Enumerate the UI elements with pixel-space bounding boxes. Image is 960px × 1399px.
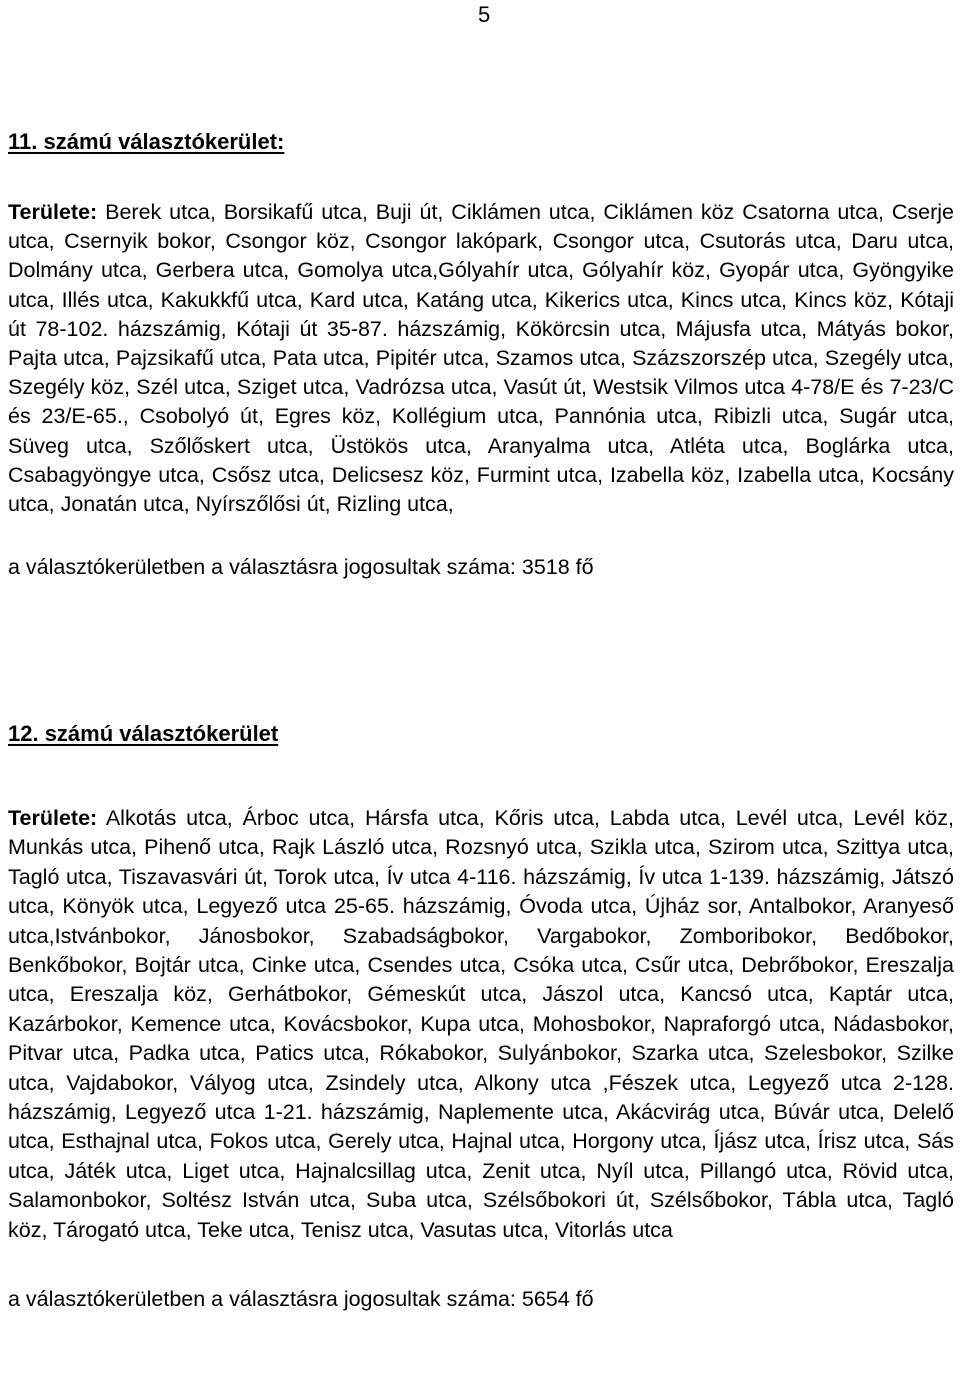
area-street-list: Berek utca, Borsikafű utca, Buji út, Ciklámen utca, Ciklámen köz Csatorna utca, Cserje utca, Csernyik bokor, Csongor köz, Csongor lakópark, Csongor utca, Csutorás utca, Daru utca, Dolmány utca, Gerbera utca, Gomolya utca,Gólyahír utca, Gólyahír köz, Gyopár utca, Gyöngyike utca, Illés utca, Kakukkfű utca, Kard utca, Katáng utca, Kikerics utca, Kincs utca, Kincs köz, Kótaji út 78-102. házszámig, Kótaji út 35-87. házszámig, Kökörcsin utca, Májusfa utca, Mátyás bokor, Pajta utca, Pajzsikafű utca, Pata utca, Pipitér utca, Szamos utca, Százszorszép utca, Szegély utca, Szegély köz, Szél utca, Sziget utca, Vadrózsa utca, Vasút út, Westsik Vilmos utca 4-78/E és 7-23/C és 23/E-65., Csobolyó út, Egres köz, Kollégium utca, Pannónia utca, Ribizli utca, Sugár utca, Süveg utca, Szőlőskert utca, Üstökös utca, Aranyalma utca, Atléta utca, Boglárka utca, Csabagyöngye utca, Csősz utca, Delicsesz köz, Furmint utca, Izabella köz, Izabella utca, Kocsány utca, Jonatán utca, Nyírszőlősi út, Rizling utca, (8, 200, 954, 517)
district-area-paragraph (8, 804, 954, 1245)
district-heading: 12. számú választókerület (8, 721, 279, 746)
district-heading: 11. számú választókerület: (8, 129, 285, 154)
voter-count-line: a választókerületben a választásra jogosultak száma: 3518 fő (8, 555, 594, 580)
district-11-section (8, 128, 954, 603)
voter-count-line: a választókerületben a választásra jogosultak száma: 5654 fő (8, 1287, 594, 1312)
district-12-section (8, 720, 954, 1335)
area-street-list: Alkotás utca, Árboc utca, Hársfa utca, Kőris utca, Labda utca, Levél utca, Levél köz, Munkás utca, Pihenő utca, Rajk László utca, Rozsnyó utca, Szikla utca, Szirom utca, Szittya utca, Tagló utca, Tiszavasvári út, Torok utca, Ív utca 4-116. házszámig, Ív utca 1-139. házszámig, Játszó utca, Könyök utca, Legyező utca 25-65. házszámig, Óvoda utca, Újház sor, Antalbokor, Aranyeső utca,Istvánbokor, Jánosbokor, Szabadságbokor, Vargabokor, Zomboribokor, Bedőbokor, Benkőbokor, Bojtár utca, Cinke utca, Csendes utca, Csóka utca, Csűr utca, Debrőbokor, Ereszalja utca, Ereszalja köz, Gerhátbokor, Gémeskút utca, Jászol utca, Kancsó utca, Kaptár utca, Kazárbokor, Kemence utca, Kovácsbokor, Kupa utca, Mohosbokor, Napraforgó utca, Nádasbokor, Pitvar utca, Padka utca, Patics utca, Rókabokor, Sulyánbokor, Szarka utca, Szelesbokor, Szilke utca, Vajdabokor, Vályog utca, Zsindely utca, Alkony utca ,Fészek utca, Legyező utca 2-128. házszámig, Legyező utca 1-21. házszámig, Naplemente utca, Akácvirág utca, Búvár utca, Delelő utca, Esthajnal utca, Fokos utca, Gerely utca, Hajnal utca, Horgony utca, Íjász utca, Írisz utca, Sás utca, Játék utca, Liget utca, Hajnalcsillag utca, Zenit utca, Nyíl utca, Pillangó utca, Rövid utca, Salamonbokor, Soltész István utca, Suba utca, Szélsőbokori út, Szélsőbokor, Tábla utca, Tagló köz, Tárogató utca, Teke utca, Tenisz utca, Vasutas utca, Vitorlás utca (8, 806, 954, 1242)
area-label: Területe: (8, 806, 98, 830)
page-number: 5 (478, 2, 491, 27)
area-label: Területe: (8, 200, 98, 224)
district-area-paragraph (8, 198, 954, 519)
